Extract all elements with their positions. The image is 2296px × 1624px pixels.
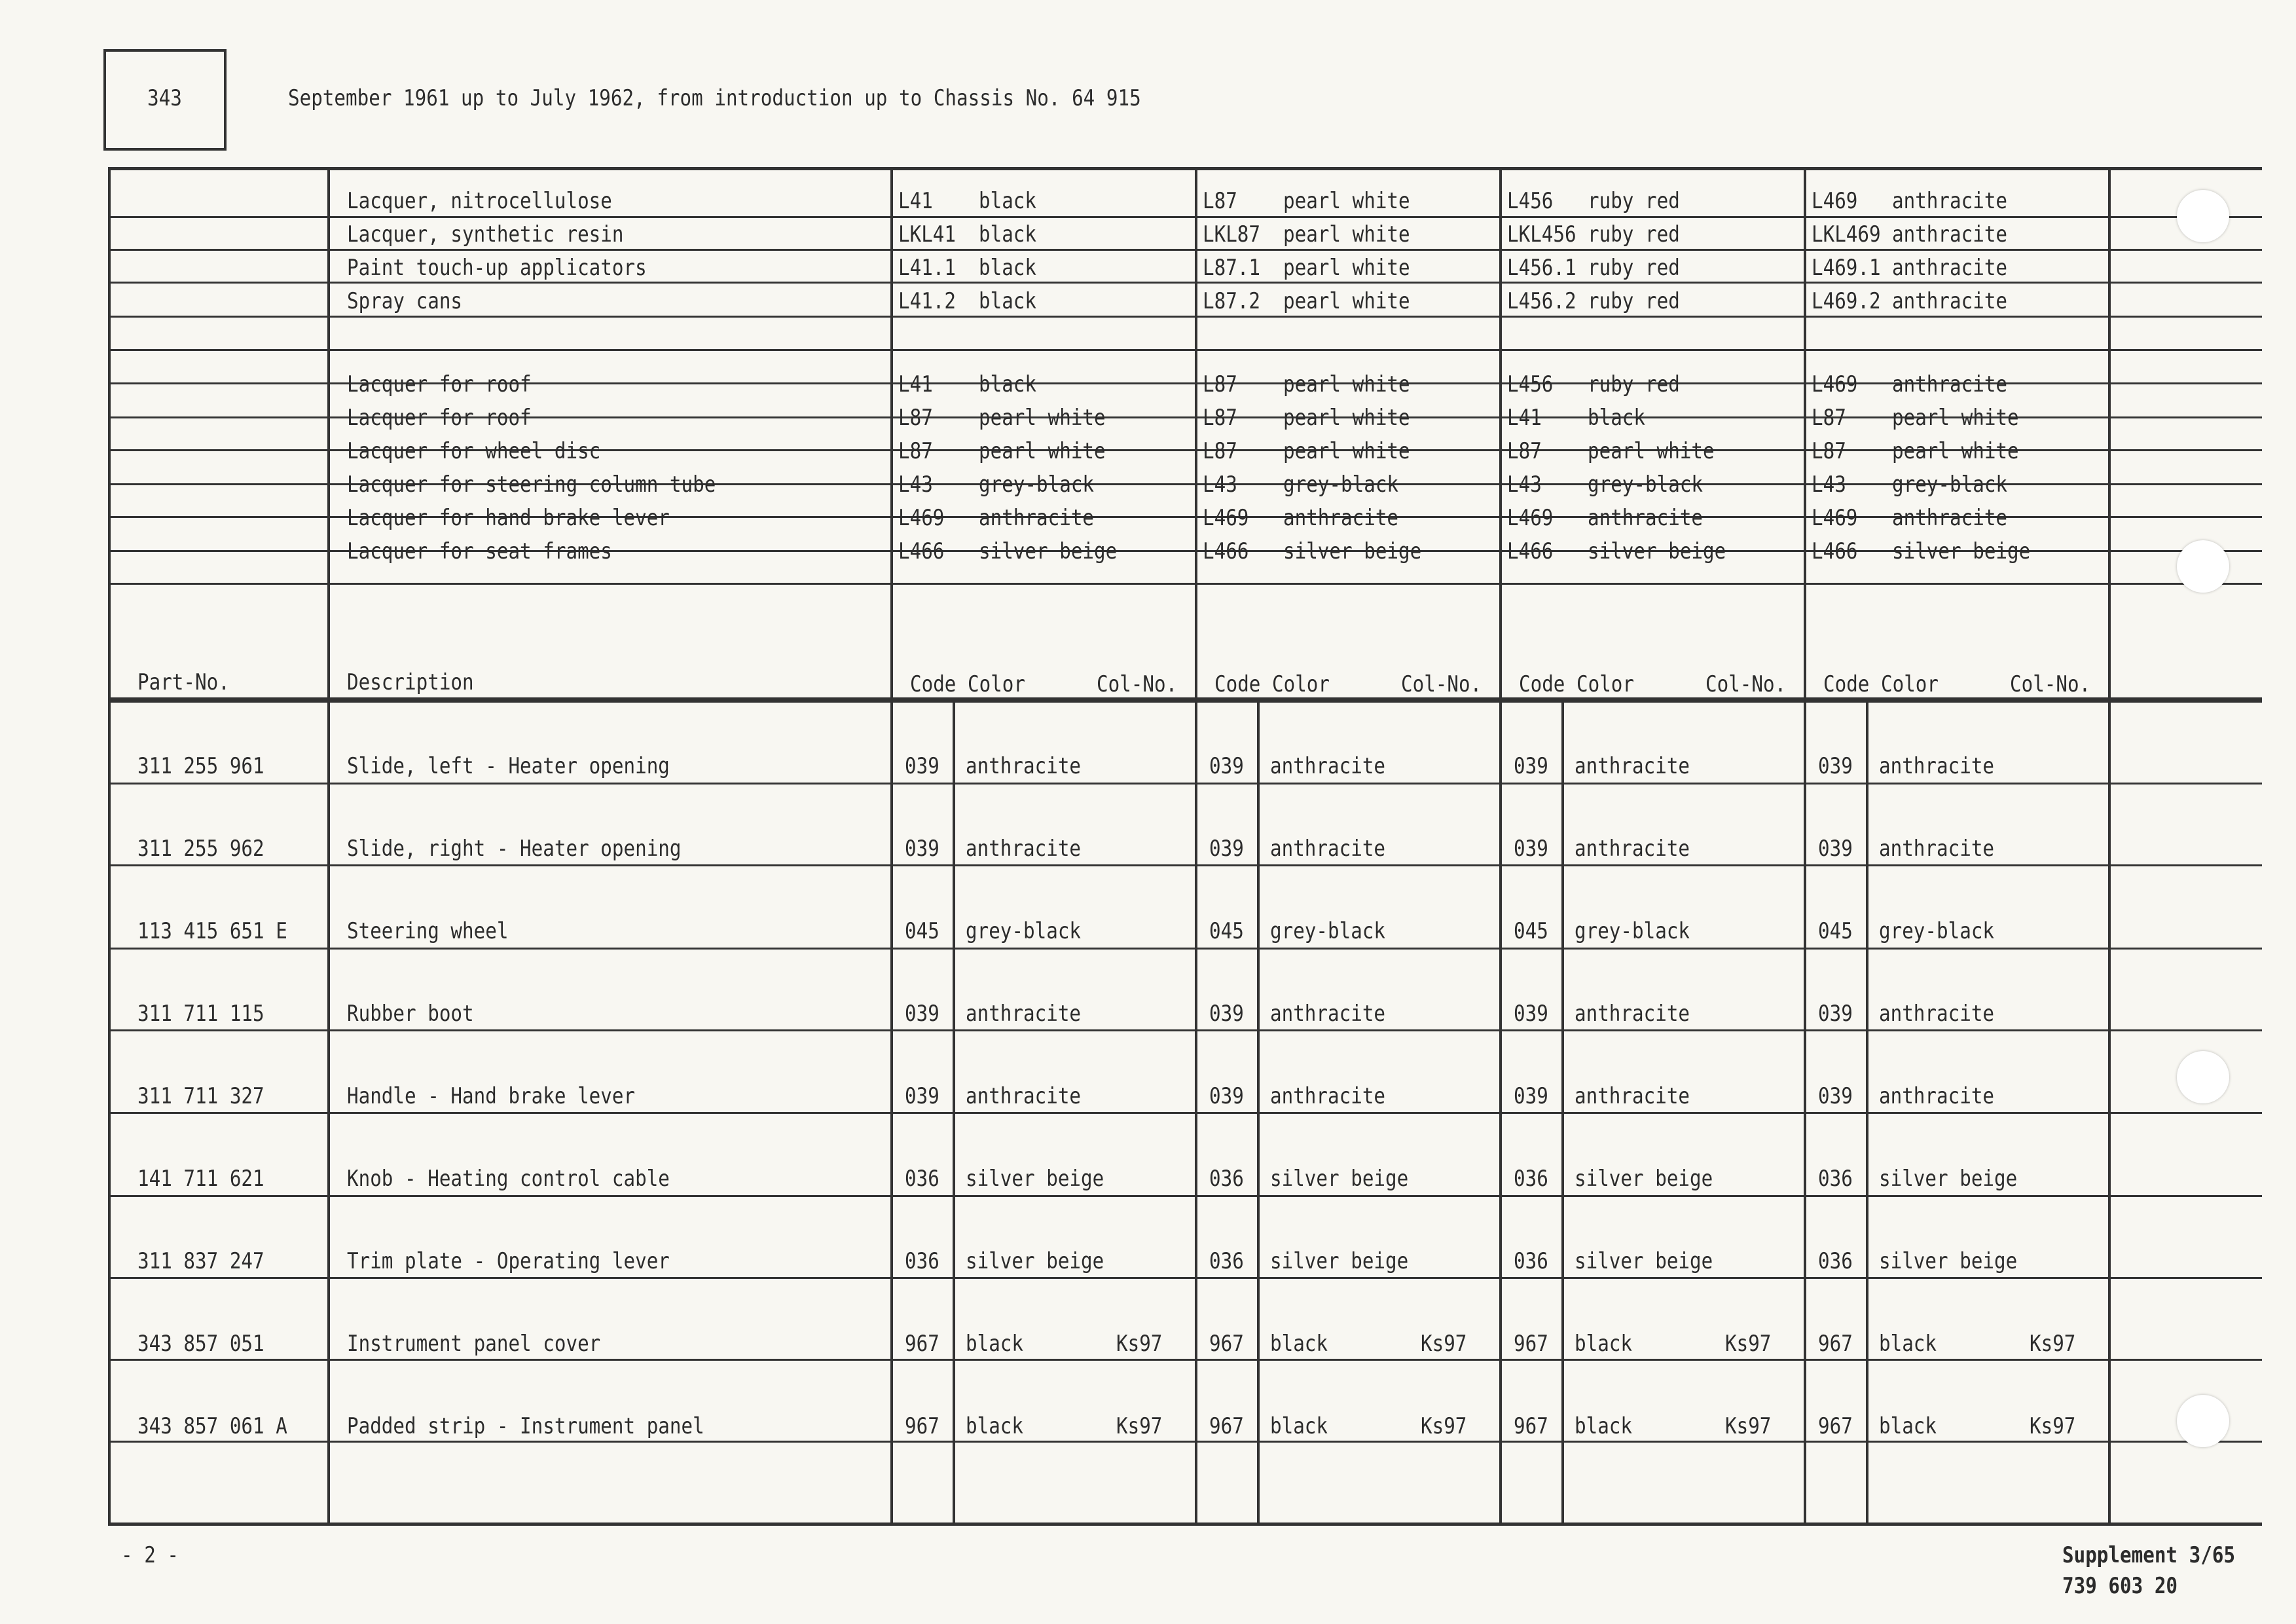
part-color: anthracite bbox=[1575, 1083, 1690, 1109]
lacquer-color: grey-black bbox=[979, 471, 1095, 498]
part-description: Instrument panel cover bbox=[347, 1331, 601, 1357]
part-color: anthracite bbox=[1270, 753, 1386, 779]
lacquer-code: L466 bbox=[898, 538, 945, 564]
part-code: 045 bbox=[1818, 918, 1853, 944]
lacquer-code: L469.1 bbox=[1812, 255, 1881, 281]
header-code: Code bbox=[1519, 671, 1565, 697]
lacquer-color: pearl white bbox=[979, 438, 1106, 464]
header-part-no: Part-No. bbox=[137, 669, 230, 695]
part-code: 967 bbox=[1514, 1413, 1548, 1439]
lacquer-color: anthracite bbox=[1283, 505, 1399, 531]
part-number: 311 255 962 bbox=[137, 836, 264, 862]
part-color: silver beige bbox=[1879, 1166, 2018, 1192]
lacquer-color: anthracite bbox=[1892, 188, 2008, 214]
lacquer-code: L87 bbox=[1203, 371, 1237, 397]
lacquer-code: L87 bbox=[898, 405, 933, 431]
part-color: black bbox=[1575, 1413, 1633, 1439]
part-color: anthracite bbox=[1879, 753, 1995, 779]
page-title: September 1961 up to July 1962, from introduction up to Chassis No. 64 915 bbox=[288, 85, 1141, 111]
lacquer-code: L41.1 bbox=[898, 255, 957, 281]
table-bottom-border bbox=[108, 1522, 2262, 1526]
header-color: Color bbox=[968, 671, 1026, 697]
lacquer-code: L41.2 bbox=[898, 288, 957, 314]
lacquer-code: L469.2 bbox=[1812, 288, 1881, 314]
part-code: 039 bbox=[1514, 836, 1548, 862]
row-divider bbox=[108, 701, 2262, 703]
part-code: 967 bbox=[905, 1331, 939, 1357]
lacquer-code: L466 bbox=[1203, 538, 1249, 564]
header-code: Code bbox=[910, 671, 957, 697]
header-col-no: Col-No. bbox=[2010, 671, 2091, 697]
row-divider bbox=[108, 316, 2262, 318]
part-col-no: Ks97 bbox=[1725, 1413, 1772, 1439]
code-color-divider bbox=[1561, 701, 1564, 1526]
lacquer-color: black bbox=[979, 371, 1037, 397]
part-code: 039 bbox=[1209, 1083, 1244, 1109]
punch-hole bbox=[2177, 540, 2229, 593]
lacquer-color: ruby red bbox=[1588, 288, 1680, 314]
row-divider bbox=[108, 583, 2262, 585]
row-divider bbox=[108, 1195, 2262, 1197]
part-number: 343 857 061 A bbox=[137, 1413, 287, 1439]
lacquer-description: Lacquer, nitrocellulose bbox=[347, 188, 612, 214]
part-color: black bbox=[1575, 1331, 1633, 1357]
lacquer-color: grey-black bbox=[1588, 471, 1704, 498]
part-col-no: Ks97 bbox=[1421, 1331, 1467, 1357]
lacquer-code: LKL469 bbox=[1812, 221, 1881, 248]
part-code: 039 bbox=[1209, 1001, 1244, 1027]
row-divider bbox=[108, 349, 2262, 351]
lacquer-code: L87 bbox=[1812, 438, 1846, 464]
part-color: silver beige bbox=[1879, 1248, 2018, 1274]
lacquer-color: silver beige bbox=[979, 538, 1118, 564]
part-color: black bbox=[1879, 1413, 1937, 1439]
part-color: grey-black bbox=[1270, 918, 1386, 944]
part-code: 967 bbox=[1514, 1331, 1548, 1357]
part-description: Knob - Heating control cable bbox=[347, 1166, 670, 1192]
row-divider bbox=[108, 1441, 2262, 1443]
lacquer-code: L41 bbox=[1507, 405, 1542, 431]
lacquer-code: L87.2 bbox=[1203, 288, 1261, 314]
lacquer-color: anthracite bbox=[979, 505, 1095, 531]
column-divider bbox=[1804, 167, 1806, 1526]
lacquer-code: L469 bbox=[1812, 505, 1858, 531]
header-color: Color bbox=[1576, 671, 1635, 697]
lacquer-description: Lacquer for seat frames bbox=[347, 538, 612, 564]
part-code: 039 bbox=[1514, 1001, 1548, 1027]
header-color: Color bbox=[1272, 671, 1330, 697]
lacquer-color: ruby red bbox=[1588, 221, 1680, 248]
lacquer-color: black bbox=[979, 288, 1037, 314]
lacquer-description: Spray cans bbox=[347, 288, 463, 314]
part-color: silver beige bbox=[1270, 1248, 1409, 1274]
lacquer-color: ruby red bbox=[1588, 188, 1680, 214]
part-code: 039 bbox=[1818, 836, 1853, 862]
part-col-no: Ks97 bbox=[2030, 1331, 2076, 1357]
lacquer-color: pearl white bbox=[1892, 405, 2019, 431]
part-code: 039 bbox=[1818, 1001, 1853, 1027]
part-code: 036 bbox=[1818, 1166, 1853, 1192]
part-color: anthracite bbox=[1270, 836, 1386, 862]
part-color: silver beige bbox=[1575, 1248, 1713, 1274]
part-code: 036 bbox=[1514, 1248, 1548, 1274]
lacquer-color: pearl white bbox=[1283, 255, 1410, 281]
code-color-divider bbox=[1866, 701, 1868, 1526]
row-divider bbox=[108, 783, 2262, 784]
lacquer-code: L469 bbox=[1812, 371, 1858, 397]
part-color: anthracite bbox=[1879, 1001, 1995, 1027]
lacquer-color: pearl white bbox=[1283, 288, 1410, 314]
part-color: silver beige bbox=[966, 1248, 1104, 1274]
part-code: 045 bbox=[1514, 918, 1548, 944]
header-color: Color bbox=[1881, 671, 1939, 697]
part-color: silver beige bbox=[1575, 1166, 1713, 1192]
lacquer-code: L456 bbox=[1507, 188, 1554, 214]
lacquer-code: L456.1 bbox=[1507, 255, 1576, 281]
lacquer-description: Lacquer for wheel disc bbox=[347, 438, 601, 464]
part-code: 967 bbox=[1209, 1413, 1244, 1439]
row-divider bbox=[108, 948, 2262, 950]
part-color: anthracite bbox=[966, 753, 1082, 779]
lacquer-color: silver beige bbox=[1588, 538, 1726, 564]
lacquer-color: pearl white bbox=[1283, 405, 1410, 431]
lacquer-code: L87 bbox=[1203, 188, 1237, 214]
part-code: 039 bbox=[905, 836, 939, 862]
part-code: 039 bbox=[1818, 1083, 1853, 1109]
lacquer-code: L87.1 bbox=[1203, 255, 1261, 281]
lacquer-color: pearl white bbox=[1283, 371, 1410, 397]
lacquer-description: Lacquer, synthetic resin bbox=[347, 221, 624, 248]
lacquer-color: anthracite bbox=[1588, 505, 1704, 531]
footer-page: - 2 - bbox=[121, 1542, 179, 1568]
lacquer-color: grey-black bbox=[1283, 471, 1399, 498]
column-divider bbox=[327, 167, 330, 1526]
part-description: Steering wheel bbox=[347, 918, 509, 944]
part-code: 967 bbox=[905, 1413, 939, 1439]
lacquer-color: pearl white bbox=[1283, 221, 1410, 248]
part-code: 039 bbox=[905, 1083, 939, 1109]
lacquer-color: pearl white bbox=[1283, 438, 1410, 464]
part-color: black bbox=[1270, 1413, 1328, 1439]
part-col-no: Ks97 bbox=[1421, 1413, 1467, 1439]
lacquer-description: Lacquer for steering column tube bbox=[347, 471, 716, 498]
part-code: 036 bbox=[1514, 1166, 1548, 1192]
column-divider bbox=[1195, 167, 1197, 1526]
part-code: 039 bbox=[905, 1001, 939, 1027]
part-col-no: Ks97 bbox=[2030, 1413, 2076, 1439]
column-divider bbox=[2108, 167, 2111, 1526]
lacquer-code: L43 bbox=[898, 471, 933, 498]
part-code: 967 bbox=[1209, 1331, 1244, 1357]
part-number: 311 255 961 bbox=[137, 753, 264, 779]
lacquer-code: L87 bbox=[1203, 438, 1237, 464]
lacquer-code: LKL87 bbox=[1203, 221, 1261, 248]
lacquer-code: L43 bbox=[1812, 471, 1846, 498]
part-color: anthracite bbox=[966, 1083, 1082, 1109]
part-code: 039 bbox=[1209, 753, 1244, 779]
lacquer-color: black bbox=[979, 221, 1037, 248]
part-color: anthracite bbox=[1270, 1001, 1386, 1027]
header-col-no: Col-No. bbox=[1097, 671, 1178, 697]
part-color: silver beige bbox=[966, 1166, 1104, 1192]
lacquer-color: anthracite bbox=[1892, 505, 2008, 531]
part-color: grey-black bbox=[1879, 918, 1995, 944]
part-col-no: Ks97 bbox=[1116, 1331, 1163, 1357]
row-divider bbox=[108, 282, 2262, 284]
column-divider bbox=[1499, 167, 1502, 1526]
part-color: black bbox=[1270, 1331, 1328, 1357]
column-divider bbox=[890, 167, 893, 1526]
lacquer-color: black bbox=[979, 188, 1037, 214]
part-number: 311 711 115 bbox=[137, 1001, 264, 1027]
part-number: 141 711 621 bbox=[137, 1166, 264, 1192]
column-divider bbox=[108, 167, 111, 1526]
lacquer-color: anthracite bbox=[1892, 221, 2008, 248]
lacquer-code: L41 bbox=[898, 188, 933, 214]
part-code: 036 bbox=[1818, 1248, 1853, 1274]
lacquer-color: ruby red bbox=[1588, 255, 1680, 281]
lacquer-code: L469 bbox=[1812, 188, 1858, 214]
punch-hole bbox=[2177, 190, 2229, 242]
part-color: anthracite bbox=[1879, 1083, 1995, 1109]
code-color-divider bbox=[1257, 701, 1260, 1526]
part-color: black bbox=[1879, 1331, 1937, 1357]
lacquer-code: L466 bbox=[1507, 538, 1554, 564]
part-description: Slide, left - Heater opening bbox=[347, 753, 670, 779]
part-code: 039 bbox=[905, 753, 939, 779]
part-code: 967 bbox=[1818, 1331, 1853, 1357]
lacquer-color: anthracite bbox=[1892, 255, 2008, 281]
part-col-no: Ks97 bbox=[1725, 1331, 1772, 1357]
lacquer-code: L469 bbox=[1507, 505, 1554, 531]
header-col-no: Col-No. bbox=[1401, 671, 1482, 697]
part-code: 039 bbox=[1514, 753, 1548, 779]
part-color: anthracite bbox=[1879, 836, 1995, 862]
part-color: grey-black bbox=[966, 918, 1082, 944]
part-number: 311 837 247 bbox=[137, 1248, 264, 1274]
part-number: 343 857 051 bbox=[137, 1331, 264, 1357]
lacquer-code: L469 bbox=[1203, 505, 1249, 531]
lacquer-color: ruby red bbox=[1588, 371, 1680, 397]
lacquer-code: L41 bbox=[898, 371, 933, 397]
row-divider bbox=[108, 1359, 2262, 1361]
lacquer-color: grey-black bbox=[1892, 471, 2008, 498]
lacquer-color: pearl white bbox=[979, 405, 1106, 431]
lacquer-description: Lacquer for hand brake lever bbox=[347, 505, 670, 531]
header-code: Code bbox=[1823, 671, 1870, 697]
lacquer-color: pearl white bbox=[1892, 438, 2019, 464]
part-code: 039 bbox=[1514, 1083, 1548, 1109]
lacquer-color: anthracite bbox=[1892, 371, 2008, 397]
lacquer-description: Paint touch-up applicators bbox=[347, 255, 647, 281]
part-color: silver beige bbox=[1270, 1166, 1409, 1192]
part-number: 113 415 651 E bbox=[137, 918, 287, 944]
part-color: grey-black bbox=[1575, 918, 1690, 944]
lacquer-color: pearl white bbox=[1283, 188, 1410, 214]
part-code: 036 bbox=[1209, 1248, 1244, 1274]
lacquer-description: Lacquer for roof bbox=[347, 405, 532, 431]
part-description: Padded strip - Instrument panel bbox=[347, 1413, 704, 1439]
part-description: Trim plate - Operating lever bbox=[347, 1248, 670, 1274]
part-color: anthracite bbox=[966, 836, 1082, 862]
lacquer-code: L43 bbox=[1507, 471, 1542, 498]
lacquer-code: L87 bbox=[1812, 405, 1846, 431]
row-divider bbox=[108, 216, 2262, 218]
lacquer-code: L466 bbox=[1812, 538, 1858, 564]
lacquer-color: black bbox=[1588, 405, 1646, 431]
lacquer-code: L43 bbox=[1203, 471, 1237, 498]
row-divider bbox=[108, 864, 2262, 866]
lacquer-description: Lacquer for roof bbox=[347, 371, 532, 397]
lacquer-code: LKL41 bbox=[898, 221, 957, 248]
part-code: 039 bbox=[1818, 753, 1853, 779]
part-code: 036 bbox=[905, 1166, 939, 1192]
page-number: 343 bbox=[147, 85, 182, 111]
part-color: anthracite bbox=[966, 1001, 1082, 1027]
lacquer-code: L87 bbox=[1507, 438, 1542, 464]
lacquer-color: pearl white bbox=[1588, 438, 1715, 464]
part-color: black bbox=[966, 1331, 1024, 1357]
lacquer-code: L469 bbox=[898, 505, 945, 531]
part-description: Rubber boot bbox=[347, 1001, 474, 1027]
punch-hole bbox=[2177, 1395, 2229, 1447]
part-color: anthracite bbox=[1575, 753, 1690, 779]
header-code: Code bbox=[1214, 671, 1261, 697]
part-col-no: Ks97 bbox=[1116, 1413, 1163, 1439]
row-divider bbox=[108, 1277, 2262, 1279]
lacquer-color: anthracite bbox=[1892, 288, 2008, 314]
lacquer-color: black bbox=[979, 255, 1037, 281]
part-number: 311 711 327 bbox=[137, 1083, 264, 1109]
lacquer-color: silver beige bbox=[1892, 538, 2031, 564]
footer-doc-no: 739 603 20 bbox=[2062, 1573, 2178, 1599]
part-color: anthracite bbox=[1575, 836, 1690, 862]
part-code: 036 bbox=[905, 1248, 939, 1274]
row-divider bbox=[108, 1029, 2262, 1031]
part-code: 045 bbox=[905, 918, 939, 944]
part-description: Slide, right - Heater opening bbox=[347, 836, 682, 862]
punch-hole bbox=[2177, 1051, 2229, 1103]
part-code: 039 bbox=[1209, 836, 1244, 862]
code-color-divider bbox=[953, 701, 955, 1526]
lacquer-code: L456 bbox=[1507, 371, 1554, 397]
row-divider bbox=[108, 1112, 2262, 1114]
header-description: Description bbox=[347, 669, 474, 695]
row-divider bbox=[108, 167, 2262, 169]
footer-supplement: Supplement 3/65 bbox=[2062, 1542, 2236, 1568]
part-color: anthracite bbox=[1575, 1001, 1690, 1027]
part-code: 036 bbox=[1209, 1166, 1244, 1192]
part-code: 045 bbox=[1209, 918, 1244, 944]
part-color: anthracite bbox=[1270, 1083, 1386, 1109]
lacquer-code: LKL456 bbox=[1507, 221, 1576, 248]
lacquer-code: L87 bbox=[898, 438, 933, 464]
lacquer-code: L456.2 bbox=[1507, 288, 1576, 314]
header-col-no: Col-No. bbox=[1705, 671, 1787, 697]
row-divider bbox=[108, 249, 2262, 251]
part-color: black bbox=[966, 1413, 1024, 1439]
part-code: 967 bbox=[1818, 1413, 1853, 1439]
lacquer-color: silver beige bbox=[1283, 538, 1422, 564]
lacquer-code: L87 bbox=[1203, 405, 1237, 431]
part-description: Handle - Hand brake lever bbox=[347, 1083, 636, 1109]
